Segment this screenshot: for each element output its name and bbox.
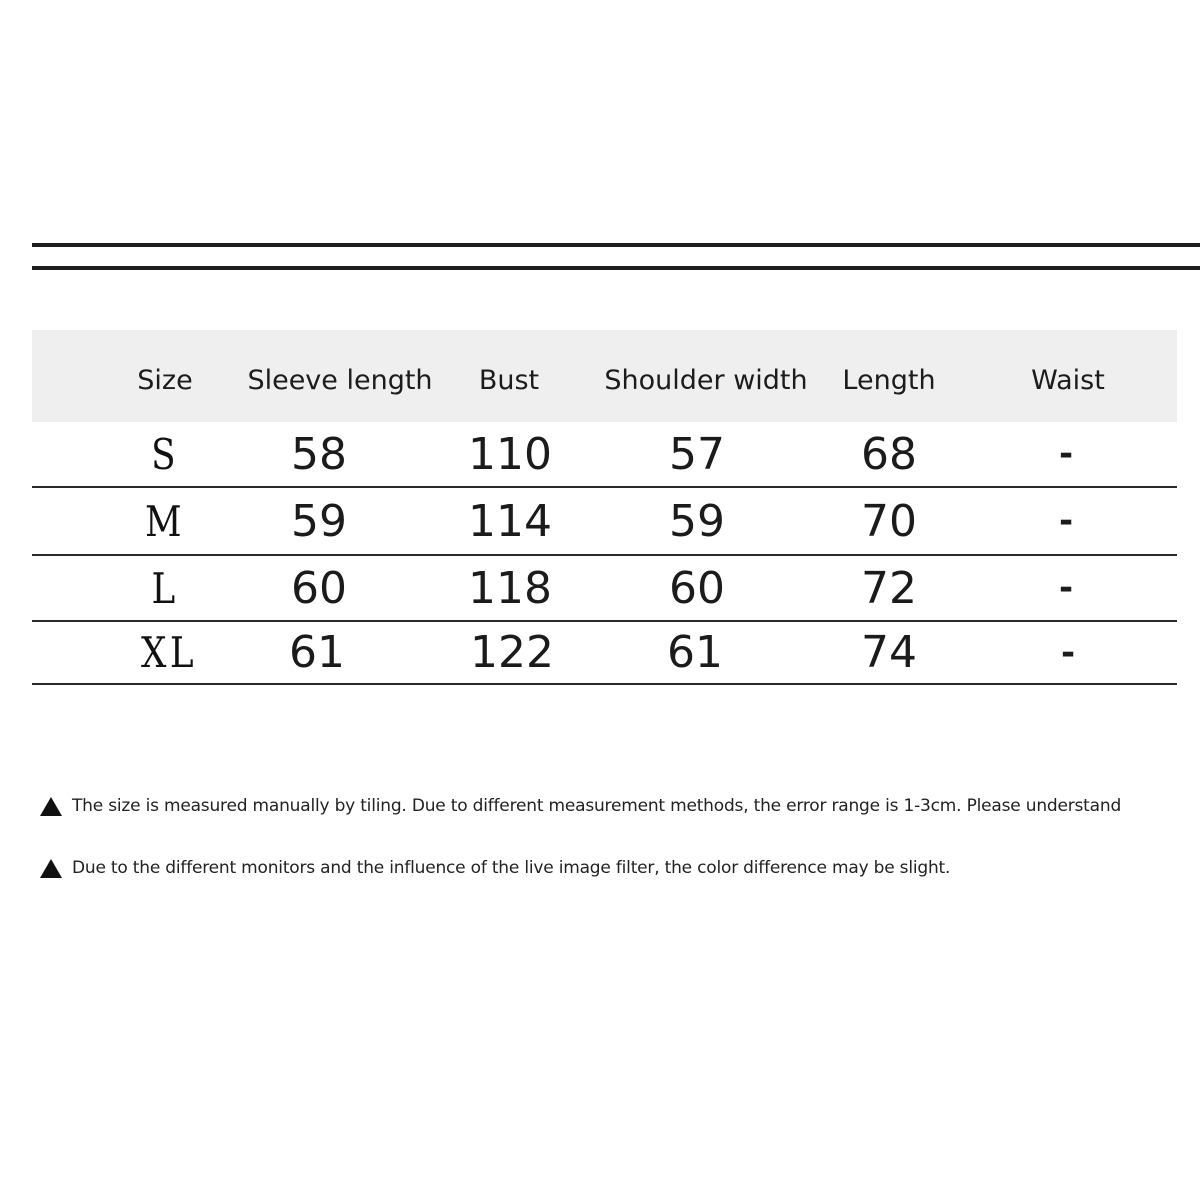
note-text: The size is measured manually by tiling. Due to different measurement methods, the error range is 1-3cm. Please understand bbox=[72, 796, 1122, 816]
header-length: Length bbox=[842, 365, 936, 396]
table-row bbox=[32, 556, 1177, 622]
header-shoulder-width: Shoulder width bbox=[604, 365, 808, 396]
cell-size: S bbox=[151, 429, 179, 479]
cell-length: 70 bbox=[861, 495, 917, 547]
cell-length: 74 bbox=[861, 627, 917, 678]
cell-waist: - bbox=[1058, 501, 1074, 541]
top-rule-lower bbox=[32, 266, 1200, 270]
header-size: Size bbox=[137, 365, 193, 396]
header-waist: Waist bbox=[1031, 365, 1105, 396]
cell-bust: 114 bbox=[468, 495, 552, 547]
table-row bbox=[32, 422, 1177, 488]
cell-bust: 110 bbox=[468, 428, 552, 480]
header-sleeve-length: Sleeve length bbox=[247, 365, 433, 396]
cell-sleeve-length: 61 bbox=[289, 627, 345, 678]
cell-size: L bbox=[151, 563, 179, 613]
table-header-row bbox=[32, 330, 1177, 422]
cell-bust: 118 bbox=[468, 562, 552, 614]
cell-shoulder-width: 59 bbox=[669, 495, 725, 547]
table-row bbox=[32, 488, 1177, 556]
triangle-icon bbox=[40, 797, 62, 816]
size-chart-table bbox=[32, 330, 1177, 685]
note-measurement bbox=[40, 796, 1121, 816]
cell-size: M bbox=[145, 496, 185, 546]
cell-size: XL bbox=[141, 628, 197, 677]
cell-shoulder-width: 60 bbox=[669, 562, 725, 614]
cell-shoulder-width: 57 bbox=[669, 428, 725, 480]
note-text: Due to the different monitors and the influence of the live image filter, the color difference may be slight. bbox=[72, 858, 951, 878]
cell-sleeve-length: 59 bbox=[291, 495, 347, 547]
top-rule-upper bbox=[32, 243, 1200, 247]
cell-waist: - bbox=[1058, 434, 1074, 474]
cell-length: 68 bbox=[861, 428, 917, 480]
cell-waist: - bbox=[1058, 568, 1074, 608]
triangle-icon bbox=[40, 859, 62, 878]
cell-bust: 122 bbox=[470, 627, 554, 678]
cell-sleeve-length: 60 bbox=[291, 562, 347, 614]
note-color-difference bbox=[40, 858, 950, 878]
header-bust: Bust bbox=[478, 365, 540, 396]
cell-waist: - bbox=[1060, 632, 1076, 673]
cell-sleeve-length: 58 bbox=[291, 428, 347, 480]
table-row bbox=[32, 622, 1177, 685]
cell-length: 72 bbox=[861, 562, 917, 614]
cell-shoulder-width: 61 bbox=[667, 627, 723, 678]
